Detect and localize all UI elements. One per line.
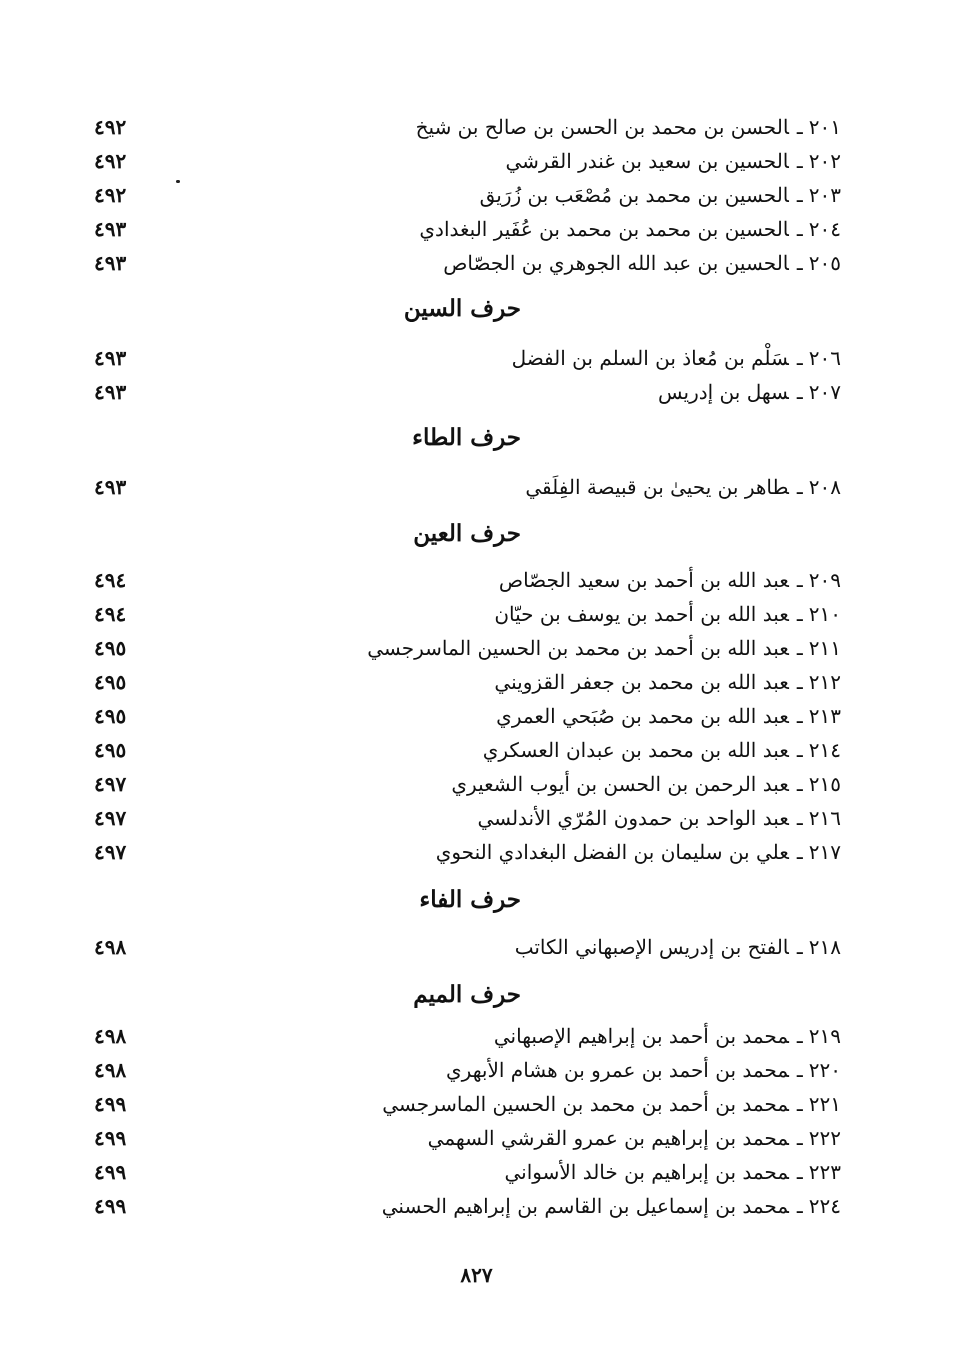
entry-text <box>515 930 841 964</box>
index-entry <box>0 246 953 280</box>
entry-page-number: ٤٩٩ <box>94 1160 127 1184</box>
index-entry <box>0 835 953 869</box>
entry-number: ٢٢٠ <box>808 1058 841 1082</box>
entry-name: محمد بن أحمد بن عمرو بن هشام الأبهري <box>446 1058 789 1082</box>
entry-page-number: ٤٩٣ <box>94 346 127 370</box>
entry-number: ٢١٠ <box>808 602 841 626</box>
entry-separator: ـ <box>796 346 803 370</box>
ink-speck <box>176 180 180 183</box>
entry-separator: ـ <box>796 602 803 626</box>
entry-separator: ـ <box>796 1024 803 1048</box>
entry-separator: ـ <box>796 115 803 139</box>
entry-page-number: ٤٩٨ <box>94 935 127 959</box>
section-heading: حرف الطاء <box>412 424 521 451</box>
entry-page-number: ٤٩٣ <box>94 217 127 241</box>
entry-number: ٢٠٧ <box>808 380 841 404</box>
index-entry <box>0 801 953 835</box>
entry-separator: ـ <box>796 704 803 728</box>
entry-text <box>658 375 841 409</box>
entry-name: محمد بن إبراهيم بن عمرو القرشي السهمي <box>427 1126 789 1150</box>
entry-text <box>506 144 841 178</box>
entry-name: محمد بن أحمد بن إبراهيم الإصبهاني <box>493 1024 789 1048</box>
entry-number: ٢٠١ <box>808 115 841 139</box>
index-entry <box>0 341 953 375</box>
index-entry <box>0 631 953 665</box>
index-entry <box>0 665 953 699</box>
entry-name: عبد الله بن أحمد بن يوسف بن حيّان <box>494 602 789 626</box>
index-entry <box>0 733 953 767</box>
index-entry <box>0 1155 953 1189</box>
entry-number: ٢٠٨ <box>808 475 841 499</box>
entry-number: ٢٠٥ <box>808 251 841 275</box>
index-entry <box>0 1019 953 1053</box>
entry-separator: ـ <box>796 935 803 959</box>
entry-separator: ـ <box>796 251 803 275</box>
index-entry <box>0 1121 953 1155</box>
entry-separator: ـ <box>796 670 803 694</box>
entry-name: محمد بن أحمد بن محمد بن الحسين الماسرجسي <box>382 1092 789 1116</box>
entry-separator: ـ <box>796 636 803 660</box>
entry-name: الحسين بن محمد بن مُصْعَب بن زُرَيق <box>479 183 789 207</box>
section-heading: حرف السين <box>403 295 521 322</box>
entry-separator: ـ <box>796 568 803 592</box>
entry-text <box>505 1155 842 1189</box>
entry-number: ٢٠٣ <box>808 183 841 207</box>
entry-number: ٢٢٢ <box>808 1126 841 1150</box>
entry-name: طاهر بن يحيىٰ بن قبيصة الفِلَقي <box>525 475 789 499</box>
entry-page-number: ٤٩٣ <box>94 475 127 499</box>
entry-page-number: ٤٩٥ <box>94 670 127 694</box>
entry-name: سَلْم بن مُعاذ بن السلم بن الفضل <box>511 346 789 370</box>
entry-separator: ـ <box>796 772 803 796</box>
entry-name: عبد الله بن أحمد بن محمد بن الحسين الماسرجسي <box>367 636 789 660</box>
index-entry <box>0 212 953 246</box>
index-entry <box>0 699 953 733</box>
entry-page-number: ٤٩٣ <box>94 251 127 275</box>
entry-separator: ـ <box>796 475 803 499</box>
entry-page-number: ٤٩٨ <box>94 1058 127 1082</box>
index-entry <box>0 144 953 178</box>
entry-separator: ـ <box>796 840 803 864</box>
entry-number: ٢٢١ <box>808 1092 841 1116</box>
entry-text <box>480 178 841 212</box>
entry-name: عبد الله بن أحمد بن سعيد الجصّاص <box>498 568 789 592</box>
entry-number: ٢١١ <box>808 636 841 660</box>
entry-page-number: ٤٩٤ <box>94 602 127 626</box>
index-entry <box>0 1189 953 1223</box>
entry-name: عبد الرحمن بن الحسن بن أيوب الشعيري <box>451 772 789 796</box>
entry-number: ٢١٥ <box>808 772 841 796</box>
entry-number: ٢٠٢ <box>808 149 841 173</box>
entry-separator: ـ <box>796 1160 803 1184</box>
entry-number: ٢١٧ <box>808 840 841 864</box>
entry-name: الحسن بن محمد بن الحسن بن صالح بن شيخ <box>415 115 789 139</box>
index-entry <box>0 470 953 504</box>
entry-name: سهل بن إدريس <box>658 380 789 404</box>
entry-page-number: ٤٩٩ <box>94 1092 127 1116</box>
entry-name: عبد الله بن محمد بن جعفر القزويني <box>494 670 789 694</box>
entry-name: علي بن سليمان بن الفضل البغدادي النحوي <box>435 840 789 864</box>
entry-text <box>494 597 841 631</box>
index-entry <box>0 563 953 597</box>
entry-number: ٢٠٤ <box>808 217 841 241</box>
entry-text <box>382 1087 841 1121</box>
entry-number: ٢١٩ <box>808 1024 841 1048</box>
entry-number: ٢١٤ <box>808 738 841 762</box>
entry-name: الفتح بن إدريس الإصبهاني الكاتب <box>514 935 789 959</box>
entry-number: ٢١٨ <box>808 935 841 959</box>
entry-separator: ـ <box>796 1126 803 1150</box>
index-entry <box>0 178 953 212</box>
index-entry <box>0 597 953 631</box>
entry-name: عبد الله بن محمد بن صُبَحي العمري <box>496 704 789 728</box>
entry-text <box>477 801 841 835</box>
entry-page-number: ٤٩٧ <box>94 806 127 830</box>
entry-number: ٢٠٩ <box>808 568 841 592</box>
entry-name: محمد بن إسماعيل بن القاسم بن إبراهيم الحسني <box>381 1194 789 1218</box>
index-entry <box>0 930 953 964</box>
index-entry <box>0 1053 953 1087</box>
entry-page-number: ٤٩٧ <box>94 772 127 796</box>
entry-separator: ـ <box>796 1194 803 1218</box>
entry-separator: ـ <box>796 149 803 173</box>
entry-separator: ـ <box>796 183 803 207</box>
index-entry <box>0 1087 953 1121</box>
entry-separator: ـ <box>796 1058 803 1082</box>
entry-name: الحسين بن سعيد بن غندر القرشي <box>505 149 789 173</box>
entry-page-number: ٤٩٥ <box>94 738 127 762</box>
entry-text <box>367 631 841 665</box>
entry-separator: ـ <box>796 1092 803 1116</box>
entry-text <box>443 246 841 280</box>
entry-name: الحسين بن محمد بن محمد بن عُفَير البغدادي <box>419 217 789 241</box>
entry-text <box>525 470 841 504</box>
entry-page-number: ٤٩٣ <box>94 380 127 404</box>
entry-page-number: ٤٩٢ <box>94 115 127 139</box>
entry-name: الحسين بن عبد الله الجوهري بن الجصّاص <box>443 251 789 275</box>
entry-number: ٢٠٦ <box>808 346 841 370</box>
entry-number: ٢٢٤ <box>808 1194 841 1218</box>
entry-text <box>416 110 841 144</box>
entry-name: عبد الله بن محمد بن عبدان العسكري <box>482 738 789 762</box>
index-entry <box>0 767 953 801</box>
entry-page-number: ٤٩٥ <box>94 636 127 660</box>
entry-text <box>451 767 841 801</box>
section-heading: حرف العين <box>413 520 521 547</box>
entry-separator: ـ <box>796 217 803 241</box>
entry-name: محمد بن إبراهيم بن خالد الأسواني <box>504 1160 789 1184</box>
entry-text <box>483 733 841 767</box>
entry-text <box>496 699 841 733</box>
entry-text <box>382 1189 841 1223</box>
entry-text <box>446 1053 841 1087</box>
entry-name: عبد الواحد بن حمدون المُرّي الأندلسي <box>477 806 789 830</box>
section-heading: حرف الميم <box>413 981 521 1008</box>
entry-text <box>512 341 841 375</box>
entry-separator: ـ <box>796 380 803 404</box>
page-number: ٨٢٧ <box>460 1263 493 1287</box>
entry-separator: ـ <box>796 806 803 830</box>
entry-text <box>494 1019 841 1053</box>
entry-page-number: ٤٩٩ <box>94 1194 127 1218</box>
entry-separator: ـ <box>796 738 803 762</box>
entry-page-number: ٤٩٧ <box>94 840 127 864</box>
entry-number: ٢١٢ <box>808 670 841 694</box>
entry-text <box>436 835 841 869</box>
entry-page-number: ٤٩٩ <box>94 1126 127 1150</box>
section-heading: حرف الفاء <box>419 886 521 913</box>
entry-text <box>428 1121 841 1155</box>
entry-number: ٢١٣ <box>808 704 841 728</box>
entry-page-number: ٤٩٥ <box>94 704 127 728</box>
entry-page-number: ٤٩٢ <box>94 149 127 173</box>
entry-page-number: ٤٩٢ <box>94 183 127 207</box>
entry-text <box>494 665 841 699</box>
entry-text <box>419 212 841 246</box>
entry-page-number: ٤٩٨ <box>94 1024 127 1048</box>
entry-page-number: ٤٩٤ <box>94 568 127 592</box>
index-entry <box>0 375 953 409</box>
index-entry <box>0 110 953 144</box>
entry-number: ٢١٦ <box>808 806 841 830</box>
entry-text <box>499 563 841 597</box>
entry-number: ٢٢٣ <box>808 1160 841 1184</box>
